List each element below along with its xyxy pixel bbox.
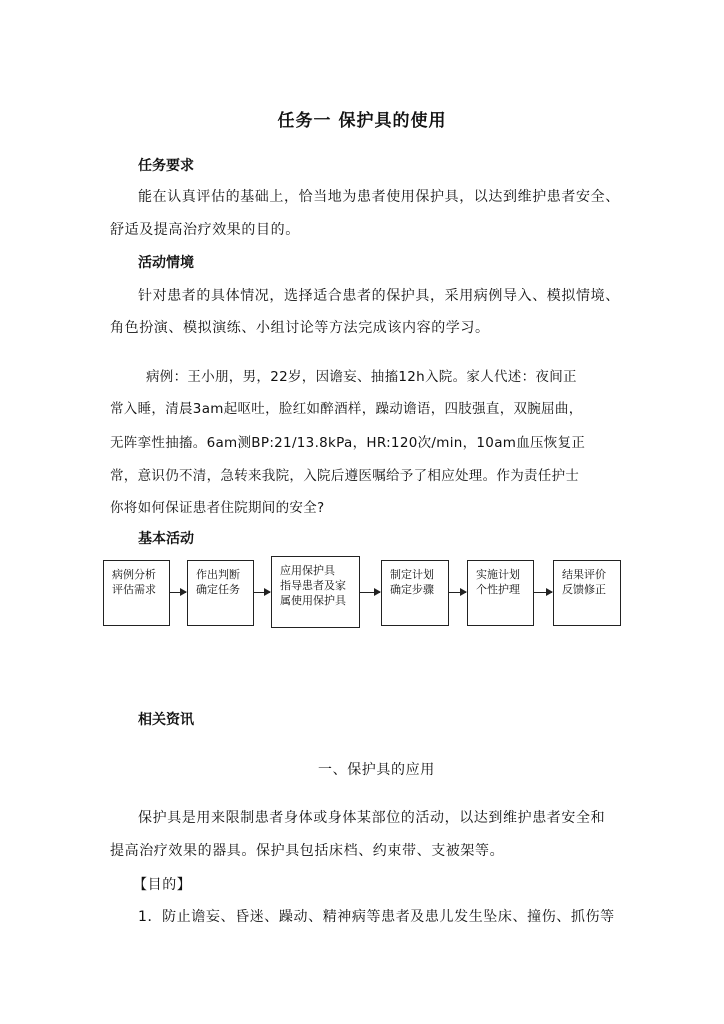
case-line1: 病例：王小朋，男，22岁，因谵妄、抽搐12h入院。家人代述：夜间正 [146, 369, 577, 385]
flow-step-4-line1: 制定计划 [390, 568, 434, 581]
flow-step-5-line2: 个性护理 [476, 583, 520, 596]
flow-step-4-line2: 确定步骤 [390, 583, 434, 596]
flow-step-3-line2: 指导患者及家 [280, 579, 346, 592]
flow-arrow-3 [360, 592, 380, 593]
flow-step-2-line1: 作出判断 [196, 568, 240, 581]
flow-step-5-line1: 实施计划 [476, 568, 520, 581]
flow-arrow-5 [534, 592, 552, 593]
flow-arrow-2 [254, 592, 270, 593]
flow-step-5 [467, 560, 534, 626]
flow-step-6-line1: 结果评价 [562, 568, 606, 581]
page-title: 任务一 保护具的使用 [277, 111, 447, 131]
purpose-item-1: 1．防止谵妄、昏迷、躁动、精神病等患者及患儿发生坠床、撞伤、抓伤等 [138, 909, 615, 925]
flow-step-4 [381, 560, 449, 626]
case-line4: 常，意识仍不清，急转来我院，入院后遵医嘱给予了相应处理。作为责任护士 [110, 468, 580, 484]
flow-step-6 [553, 560, 621, 626]
flow-step-6-line2: 反馈修正 [562, 583, 606, 596]
related-para-line1: 保护具是用来限制患者身体或身体某部位的活动，以达到维护患者安全和 [138, 810, 606, 826]
case-line3: 无阵挛性抽搐。6am测BP:21/13.8kPa，HR:120次/min，10am血压恢复正 [110, 435, 586, 451]
activity-scenario-line2: 角色扮演、模拟演练、小组讨论等方法完成该内容的学习。 [110, 320, 490, 336]
flow-step-1 [103, 560, 170, 626]
task-requirements-line1: 能在认真评估的基础上，恰当地为患者使用保护具，以达到维护患者安全、 [138, 189, 620, 205]
flow-step-1-line1: 病例分析 [112, 568, 156, 581]
flow-step-2 [187, 560, 254, 626]
flow-step-3 [271, 556, 360, 628]
flow-step-2-line2: 确定任务 [196, 583, 240, 596]
case-line5: 你将如何保证患者住院期间的安全? [110, 500, 325, 516]
basic-activity-heading: 基本活动 [138, 531, 194, 547]
task-requirements-heading: 任务要求 [138, 158, 194, 174]
related-info-heading: 相关资讯 [138, 712, 194, 728]
related-para-line2: 提高治疗效果的器具。保护具包括床档、约束带、支被架等。 [110, 843, 505, 859]
flow-arrow-4 [449, 592, 466, 593]
flow-step-3-line3: 属使用保护具 [280, 594, 346, 607]
activity-scenario-line1: 针对患者的具体情况，选择适合患者的保护具，采用病例导入、模拟情境、 [138, 288, 620, 304]
activity-scenario-heading: 活动情境 [138, 255, 194, 271]
flow-step-3-line1: 应用保护具 [280, 564, 335, 577]
flow-arrow-1 [170, 592, 186, 593]
flow-step-1-line2: 评估需求 [112, 583, 156, 596]
case-line2: 常入睡，清晨3am起呕吐，脸红如醉酒样，躁动谵语，四肢强直，双腕屈曲， [110, 401, 583, 417]
purpose-label: 【目的】 [133, 877, 192, 893]
section-title: 一、保护具的应用 [318, 762, 435, 778]
task-requirements-line2: 舒适及提高治疗效果的目的。 [110, 222, 300, 238]
